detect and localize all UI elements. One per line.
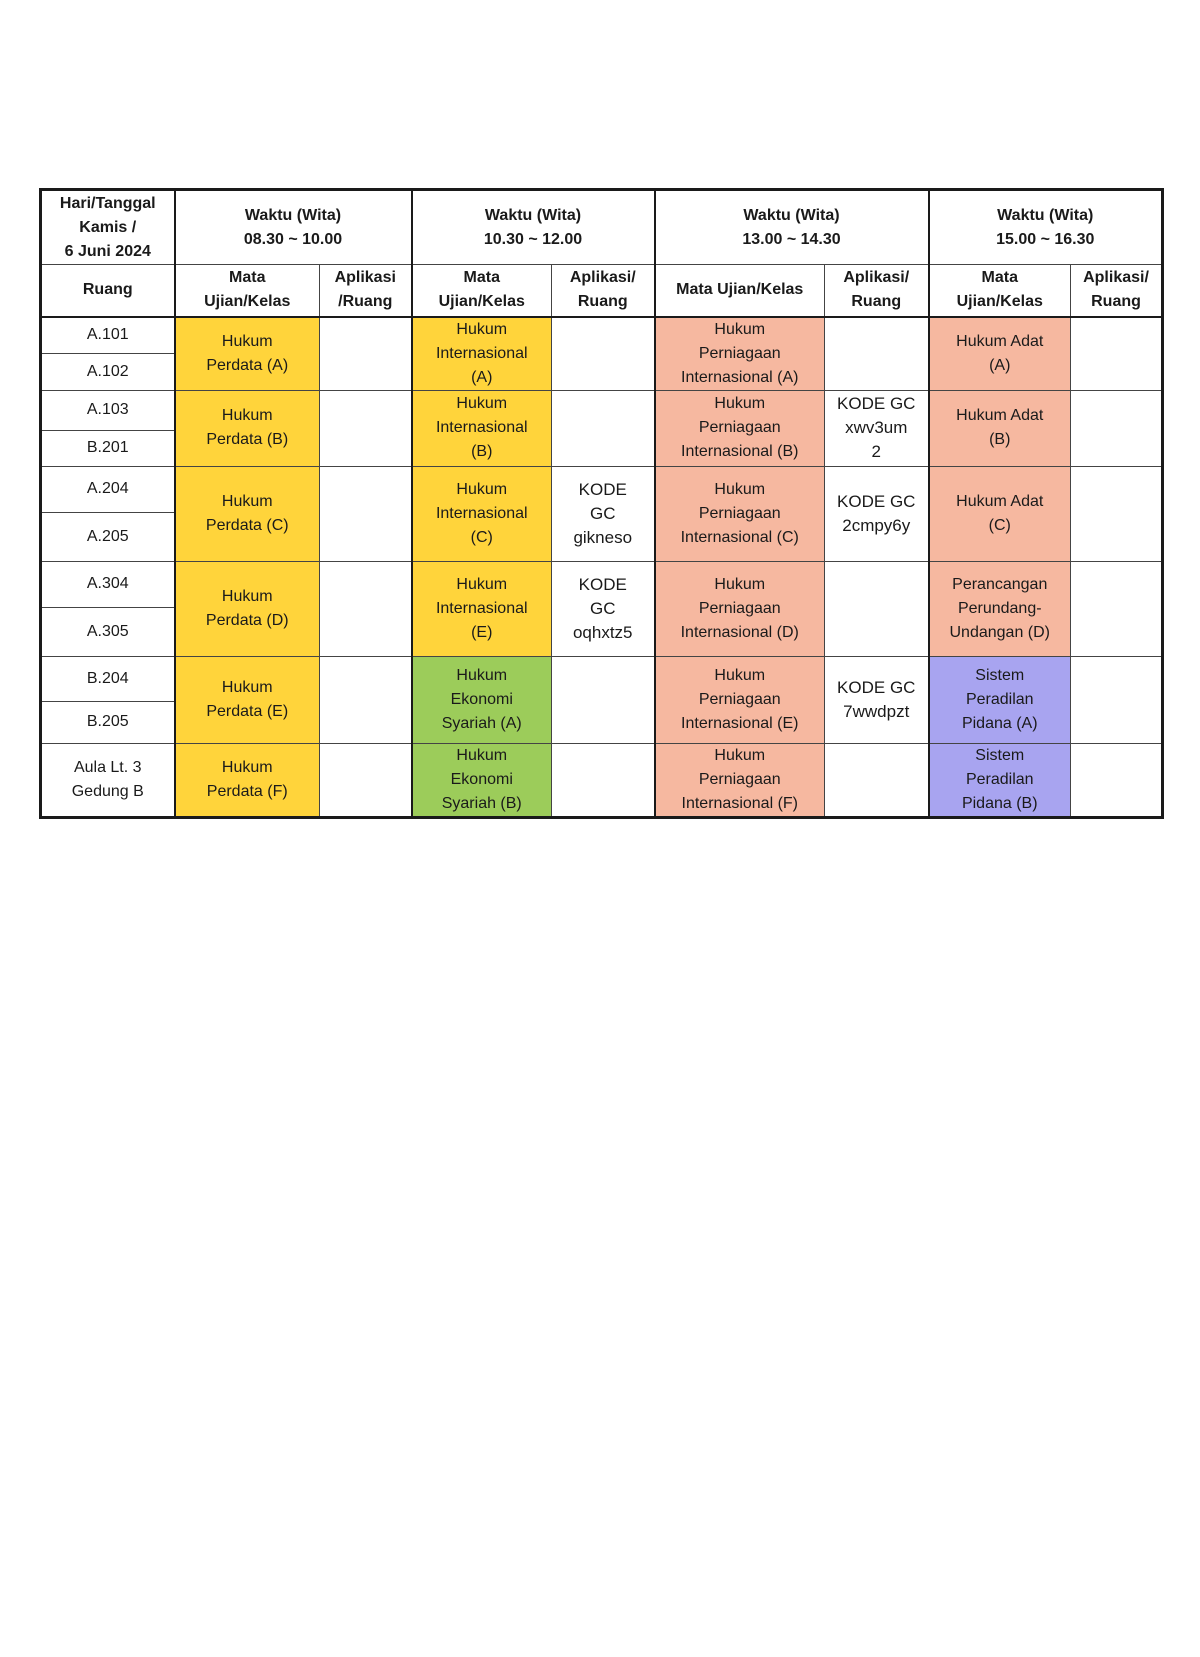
app-cell: [552, 743, 655, 817]
table-row: [41, 561, 1163, 607]
slot-4-time-header: Waktu (Wita) 15.00 ~ 16.30: [929, 190, 1163, 265]
slot-3-app-header: Aplikasi/ Ruang: [825, 265, 929, 317]
table-row: [41, 743, 1163, 817]
app-cell: [320, 743, 412, 817]
app-cell: [1071, 390, 1163, 466]
room-cell: B.201: [41, 430, 175, 466]
slot-3-time-header: Waktu (Wita) 13.00 ~ 14.30: [655, 190, 929, 265]
subject-cell: Hukum Perdata (C): [175, 466, 320, 561]
subject-cell: Hukum Ekonomi Syariah (B): [412, 743, 552, 817]
app-cell: KODE GC 2cmpy6y: [825, 466, 929, 561]
table-row: [41, 656, 1163, 701]
slot-3-subject-header: Mata Ujian/Kelas: [655, 265, 825, 317]
slot-2-app-header: Aplikasi/ Ruang: [552, 265, 655, 317]
app-cell: [825, 561, 929, 656]
subject-cell: Hukum Perdata (D): [175, 561, 320, 656]
app-cell: KODE GC xwv3um 2: [825, 390, 929, 466]
subject-cell: Hukum Adat (B): [929, 390, 1071, 466]
subject-cell: Hukum Adat (A): [929, 317, 1071, 391]
app-cell: [320, 656, 412, 743]
subject-cell: Perancangan Perundang- Undangan (D): [929, 561, 1071, 656]
room-cell: A.204: [41, 466, 175, 512]
app-cell: [825, 743, 929, 817]
app-cell: [320, 390, 412, 466]
subject-cell: Hukum Perdata (A): [175, 317, 320, 391]
subject-cell: Hukum Perniagaan Internasional (D): [655, 561, 825, 656]
exam-schedule-table: [39, 188, 1164, 819]
app-cell: [552, 390, 655, 466]
table-row: [41, 317, 1163, 354]
app-cell: [1071, 656, 1163, 743]
subject-cell: Sistem Peradilan Pidana (B): [929, 743, 1071, 817]
subject-cell: Hukum Perniagaan Internasional (B): [655, 390, 825, 466]
room-cell: B.205: [41, 701, 175, 743]
subject-cell: Hukum Perdata (B): [175, 390, 320, 466]
subject-cell: Hukum Perdata (F): [175, 743, 320, 817]
subject-cell: Hukum Perniagaan Internasional (C): [655, 466, 825, 561]
app-cell: KODE GC 7wwdpzt: [825, 656, 929, 743]
room-cell: A.205: [41, 512, 175, 561]
subject-cell: Hukum Perniagaan Internasional (A): [655, 317, 825, 391]
app-cell: KODE GC oqhxtz5: [552, 561, 655, 656]
day-date-header: Hari/Tanggal Kamis / 6 Juni 2024: [41, 190, 175, 265]
subject-cell: Hukum Ekonomi Syariah (A): [412, 656, 552, 743]
slot-1-time-header: Waktu (Wita) 08.30 ~ 10.00: [175, 190, 412, 265]
subject-cell: Sistem Peradilan Pidana (A): [929, 656, 1071, 743]
slot-2-subject-header: Mata Ujian/Kelas: [412, 265, 552, 317]
app-cell: [552, 317, 655, 391]
room-cell: Aula Lt. 3 Gedung B: [41, 743, 175, 817]
subject-cell: Hukum Perniagaan Internasional (E): [655, 656, 825, 743]
room-cell: A.304: [41, 561, 175, 607]
app-cell: [1071, 466, 1163, 561]
subject-cell: Hukum Internasional (B): [412, 390, 552, 466]
subject-cell: Hukum Perdata (E): [175, 656, 320, 743]
slot-1-app-header: Aplikasi /Ruang: [320, 265, 412, 317]
subject-cell: Hukum Internasional (A): [412, 317, 552, 391]
app-cell: [320, 466, 412, 561]
room-cell: B.204: [41, 656, 175, 701]
subject-cell: Hukum Adat (C): [929, 466, 1071, 561]
subject-cell: Hukum Internasional (E): [412, 561, 552, 656]
app-cell: [552, 656, 655, 743]
app-cell: [1071, 561, 1163, 656]
slot-4-subject-header: Mata Ujian/Kelas: [929, 265, 1071, 317]
app-cell: [320, 561, 412, 656]
app-cell: [1071, 317, 1163, 391]
room-cell: A.102: [41, 353, 175, 390]
table-row: [41, 466, 1163, 512]
room-cell: A.305: [41, 607, 175, 656]
column-header-row: [41, 265, 1163, 317]
room-cell: A.101: [41, 317, 175, 354]
subject-cell: Hukum Perniagaan Internasional (F): [655, 743, 825, 817]
app-cell: KODE GC gikneso: [552, 466, 655, 561]
slot-2-time-header: Waktu (Wita) 10.30 ~ 12.00: [412, 190, 655, 265]
slot-1-subject-header: Mata Ujian/Kelas: [175, 265, 320, 317]
room-column-header: Ruang: [41, 265, 175, 317]
app-cell: [825, 317, 929, 391]
app-cell: [320, 317, 412, 391]
slot-4-app-header: Aplikasi/ Ruang: [1071, 265, 1163, 317]
subject-cell: Hukum Internasional (C): [412, 466, 552, 561]
table-row: [41, 390, 1163, 430]
room-cell: A.103: [41, 390, 175, 430]
time-header-row: [41, 190, 1163, 265]
app-cell: [1071, 743, 1163, 817]
